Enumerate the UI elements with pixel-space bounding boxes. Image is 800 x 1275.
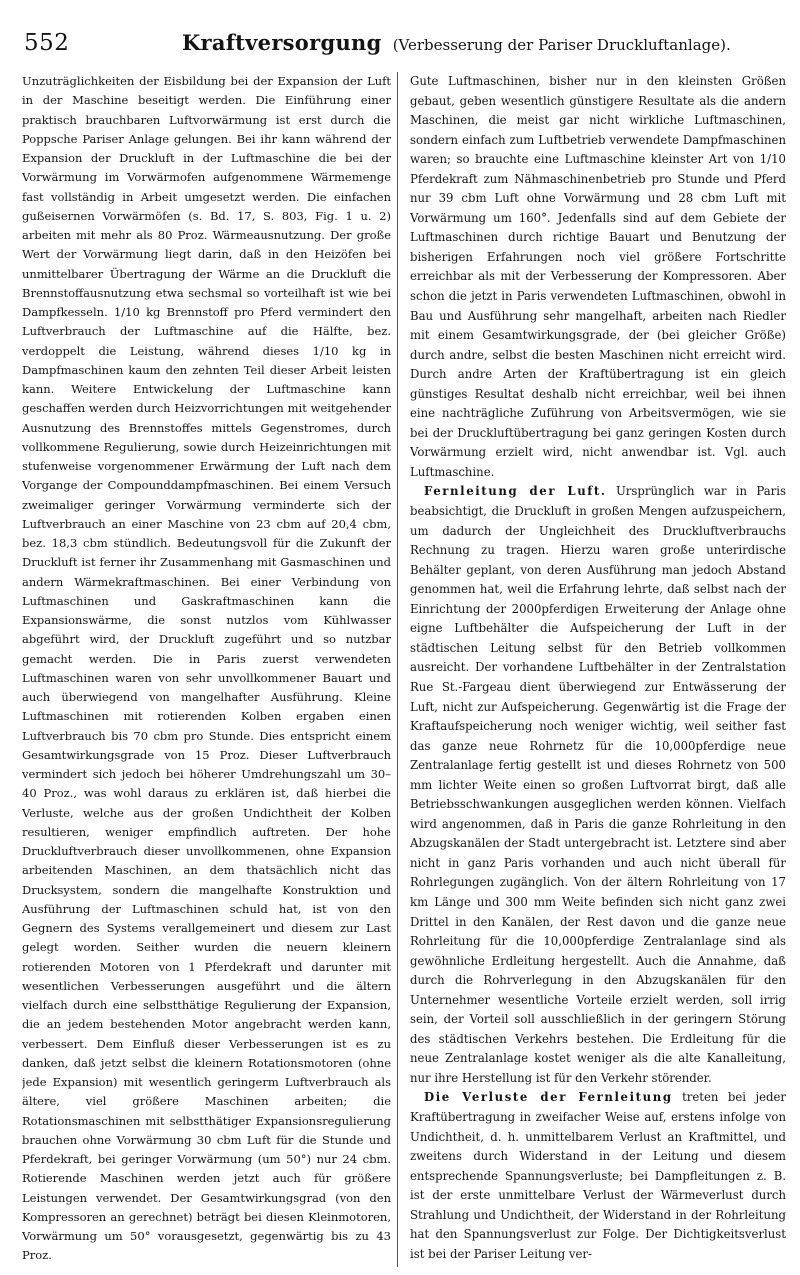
page-header [24, 30, 780, 64]
running-head [154, 30, 780, 55]
paragraph-right-3-text: treten bei jeder Kraftübertragung in zweifacher Weise auf, erstens infolge von Undichtheit, d. h. unmittelbarem Verlust an Kraftmittel, und zweitens durch Widerstand in der Leitung und diesem entsprechende Spannungsverluste; bei Dampfleitungen z. B. ist der erste unmittelbare Verlust der Wärmeverlust durch Strahlung und Undichtheit, der Widerstand in der Rohrleitung hat den Spannungsverlust zur Folge. Der Dichtigkeitsverlust ist bei der Pariser Leitung ver- [410, 1090, 786, 1261]
paragraph-right-2-text: Ursprünglich war in Paris beabsichtigt, die Druckluft in großen Mengen aufzuspeichern, um dadurch der Ungleichheit des Druckluftverbrauchs Rechnung zu tragen. Hierzu waren große unterirdische Behälter geplant, von deren Ausführung man jedoch Abstand genommen hat, weil die Erfahrung lehrte, daß selbst nach der Einrichtung der 2000pferdigen Erweiterung der Anlage ohne eigne Luftbehälter die Aufspeicherung der Luft in der städtischen Leitung selbst für den Betrieb vollkommen ausreicht. Der vorhandene Luftbehälter in der Zentralstation Rue St.-Fargeau dient überwiegend zur Entwässerung der Luft, nicht zur Aufspeicherung. Gegenwärtig ist die Frage der Kraftaufspeicherung noch weniger wichtig, weil seither fast das ganze neue Rohrnetz für die 10,000pferdige neue Zentralanlage fertig gestellt ist und dieses Rohrnetz von 500 mm lichter Weite einen so großen Luftvorrat birgt, daß alle Betriebsschwankungen ausgeglichen werden können. Vielfach wird angenommen, daß in Paris die ganze Rohrleitung in den Abzugskanälen der Stadt untergebracht ist. Letztere sind aber nicht in ganz Paris vorhanden und auch nicht überall für Rohrlegungen zugänglich. Von der ältern Rohrleitung von 17 km Länge und 300 mm Weite befinden sich nicht ganz zwei Drittel in den Kanälen, der Rest davon und die ganze neue Rohrleitung für die 10,000pferdige Zentralanlage sind als gewöhnliche Erdleitung hergestellt. Auch die Annahme, daß durch die Rohrverlegung in den Abzugskanälen für den Unternehmer wesentliche Vorteile erzielt werden, soll irrig sein, der Vorteil soll ausschließlich in der geringern Störung des städtischen Verkehrs bestehen. Die Erdleitung für die neue Zentralanlage kostet weniger als die alte Kanalleitung, nur ihre Herstellung ist für den Verkehr störender. [410, 484, 786, 1085]
left-column [22, 72, 398, 1267]
paragraph-right-2 [410, 482, 786, 1088]
page-number: 552 [24, 30, 70, 56]
section-heading-verluste: Die Verluste der Fernleitung [424, 1090, 673, 1105]
paragraph-right-1: Gute Luftmaschinen, bisher nur in den kleinsten Größen gebaut, geben wesentlich günstigere Resultate als die andern Maschinen, die meist gar nicht wirkliche Luftmaschinen, sondern einfach zum Luftbetrieb verwendete Dampfmaschinen waren; so brauchte eine Luftmaschine kleinster Art von 1/10 Pferdekraft zum Nähmaschinenbetrieb pro Stunde und Pferd nur 39 cbm Luft ohne Vorwärmung und 28 cbm Luft mit Vorwärmung um 160°. Jedenfalls sind auf dem Gebiete der Luftmaschinen durch richtige Bauart und Benutzung der bisherigen Erfahrungen noch viel größere Fortschritte erreichbar als mit der Verbesserung der Kompressoren. Aber schon die jetzt in Paris verwendeten Luftmaschinen, obwohl in Bau und Ausführung sehr mangelhaft, arbeiten nach Riedler mit einem Gesamtwirkungsgrade, der (bei gleicher Größe) durch andre, selbst die besten Maschinen nicht erreicht wird. Durch andre Arten der Kraftübertragung ist ein gleich günstiges Resultat deshalb nicht erreichbar, weil bei ihnen eine nachträgliche Zuführung von Arbeitsvermögen, wie sie bei der Druckluftübertragung bei ganz geringen Kosten durch Vorwärmung erzielt wird, nicht anwendbar ist. Vgl. auch Luftmaschine. [410, 74, 786, 479]
paragraph-left-1: Unzuträglichkeiten der Eisbildung bei der Expansion der Luft in der Maschine beseitigt werden. Die Einführung einer praktisch brauchbaren Luftvorwärmung ist erst durch die Poppsche Pariser Anlage gelungen. Bei ihr kann während der Expansion der Druckluft in der Luftmaschine die bei der Vorwärmung im Vorwärmofen aufgenommene Wärmemenge fast vollständig in Arbeit umgesetzt werden. Die einfachen gußeisernen Vorwärmöfen (s. Bd. 17, S. 803, Fig. 1 u. 2) arbeiten mit mehr als 80 Proz. Wärmeausnutzung. Der große Wert der Vorwärmung liegt darin, daß in den Heizöfen bei unmittelbarer Übertragung der Wärme an die Druckluft die Brennstoffausnutzung etwa sechsmal so vorteilhaft ist wie bei Dampfkesseln. 1/10 kg Brennstoff pro Pferd vermindert den Luftverbrauch der Luftmaschine auf die Hälfte, bez. verdoppelt die Leistung, während dieses 1/10 kg in Dampfmaschinen kaum den zehnten Teil dieser Arbeit leisten kann. Weitere Entwickelung der Luftmaschine kann geschaffen werden durch Heizvorrichtungen mit weitgehender Ausnutzung des Brennstoffes mittels Gegenstromes, durch vollkommene Regulierung, sowie durch Heizeinrichtungen mit stufenweise vorgenommener Erwärmung der Luft nach dem Vorgange der Compounddampfmaschinen. Bei einem Versuch zweimaliger geringer Vorwärmung verminderte sich der Luftverbrauch an einer Maschine von 23 cbm auf 20,4 cbm, bez. 18,3 cbm stündlich. Bedeutungsvoll für die Zukunft der Druckluft ist ferner ihr Zusammenhang mit Gasmaschinen und andern Wärmekraftmaschinen. Bei einer Verbindung von Luftmaschinen und Gaskraftmaschinen kann die Expansionswärme, die sonst nutzlos vom Kühlwasser abgeführt wird, der Druckluft zugeführt und so nutzbar gemacht werden. Die in Paris zuerst verwendeten Luftmaschinen waren von sehr unvollkommener Bauart und auch überwiegend von mangelhafter Ausführung. Kleine Luftmaschinen mit rotierenden Kolben ergaben einen Luftverbrauch bis 70 cbm pro Stunde. Dies entspricht einem Gesamtwirkungsgrade von 15 Proz. Dieser Luftverbrauch vermindert sich jedoch bei höherer Umdrehungszahl um 30–40 Proz., was wohl daraus zu erklären ist, daß hierbei die Verluste, welche aus der großen Undichtheit der Kolben resultieren, weniger empfindlich auftreten. Der hohe Druckluftverbrauch dieser unvollkommenen, ohne Expansion arbeitenden Maschinen, an dem thatsächlich nicht das Drucksystem, sondern die mangelhafte Konstruktion und Ausführung der Luftmaschinen schuld hat, ist von den Gegnern des Systems verallgemeinert und diesem zur Last gelegt worden. Seither wurden die neuern kleinern rotierenden Motoren von 1 Pferdekraft und darunter mit wesentlichen Verbesserungen ausgeführt und die ältern vielfach durch eine selbstthätige Regulierung der Expansion, die an jedem bestehenden Motor angebracht werden kann, verbessert. Dem Einfluß dieser Verbesserungen ist es zu danken, daß jetzt selbst die kleinern Rotationsmotoren (ohne jede Expansion) mit wesentlich geringerm Luftverbrauch als ältere, viel größere Maschinen arbeiten; die Rotationsmaschinen mit selbstthätiger Expansionsregulierung brauchen ohne Vorwärmung 30 cbm Luft für die Stunde und Pferdekraft, bei geringer Vorwärmung (um 50°) nur 24 cbm. Rotierende Maschinen werden jetzt auch für größere Leistungen verwendet. Der Gesamtwirkungsgrad (von den Kompressoren an gerechnet) beträgt bei diesen Kleinmotoren, Vorwärmung um 50° vorausgesetzt, gegenwärtig bis zu 43 Proz. [22, 74, 391, 1263]
running-head-title: Kraftversorgung [182, 30, 382, 55]
paragraph-right-3 [410, 1088, 786, 1264]
running-head-subtitle: (Verbesserung der Pariser Druckluftanlage). [392, 36, 731, 54]
right-column [410, 72, 786, 1267]
text-columns [22, 72, 786, 1267]
section-heading-fernleitung: Fernleitung der Luft. [424, 484, 607, 499]
